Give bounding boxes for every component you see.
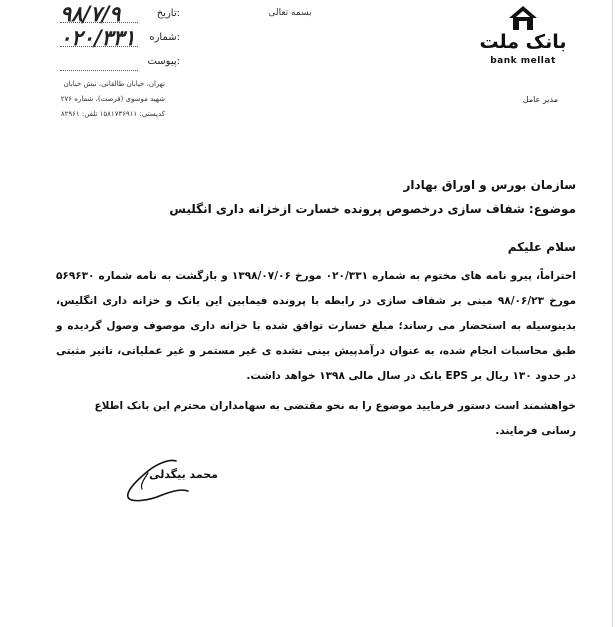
- number-value: ۰۲۰/۳۳۱: [60, 25, 136, 50]
- attachment-underline: [60, 70, 138, 71]
- date-label: تاریخ:: [156, 8, 180, 19]
- greeting: سلام علیکم: [507, 240, 576, 254]
- number-underline: [60, 46, 138, 47]
- body-paragraph-1: احتراماً، پیرو نامه های مختوم به شماره ۰۲۰/۳۳۱ مورخ ۱۳۹۸/۰۷/۰۶ و بازگشت به نامه شماره ۵۶۹۶۳۰ مورخ ۹۸/۰۶/۲۳ مبنی بر شفاف سازی در رابطه با پرونده فیمابین این بانک و خزانه داری انگلیس، بدینوسیله به استحضار می رساند؛ مبلغ خسارت توافق شده با خزانه داری موصوف وصول گردیده و طبق محاسبات انجام شده، به عنوان درآمدپیش بینی نشده ی غیر مستمر و غیر عملیاتی، تاثیر مثبتی در حدود ۱۳۰ ریال بر EPS بانک در سال مالی ۱۳۹۸ خواهد داشت.: [56, 270, 576, 382]
- signatory-name: محمد بیگدلی: [149, 468, 218, 481]
- subject-line: موضوع: شفاف سازی درخصوص پرونده خسارت ازخزانه داری انگلیس: [169, 202, 576, 216]
- attachment-label: پیوست:: [147, 56, 180, 67]
- position-title: مدیر عامل: [522, 95, 558, 104]
- bank-name-fa: بانک ملت: [479, 31, 567, 53]
- body-paragraph-2: خواهشمند است دستور فرمایید موضوع را به نحو مقتضی به سهامداران محترم این بانک اطلاع رسانی فرمایند.: [94, 400, 576, 437]
- basmala: بسمه تعالی: [268, 8, 312, 18]
- date-value: ۹۸/۷/۹: [60, 1, 121, 26]
- address-line-3: کدپستی: ۱۵۸۱۷۳۶۹۱۱ تلفن: ۸۲۹۶۱: [60, 110, 165, 118]
- number-label: شماره:: [149, 32, 180, 43]
- handwritten-signature-icon: [118, 455, 198, 507]
- bank-logo: [472, 5, 574, 75]
- date-row: [60, 1, 180, 26]
- bank-name-en: bank mellat: [490, 56, 556, 66]
- bank-mellat-emblem-icon: [507, 5, 539, 32]
- date-underline: [60, 22, 138, 23]
- recipient: سازمان بورس و اوراق بهادار: [403, 178, 576, 192]
- scan-edge-line: [612, 0, 613, 627]
- address-line-1: تهران، خیابان طالقانی، نبش خیابان: [63, 80, 165, 88]
- attachment-row: [60, 52, 180, 74]
- address-line-2: شهید موسوی (فرصت)، شماره ۲۷۶: [60, 95, 165, 103]
- number-row: [60, 25, 180, 50]
